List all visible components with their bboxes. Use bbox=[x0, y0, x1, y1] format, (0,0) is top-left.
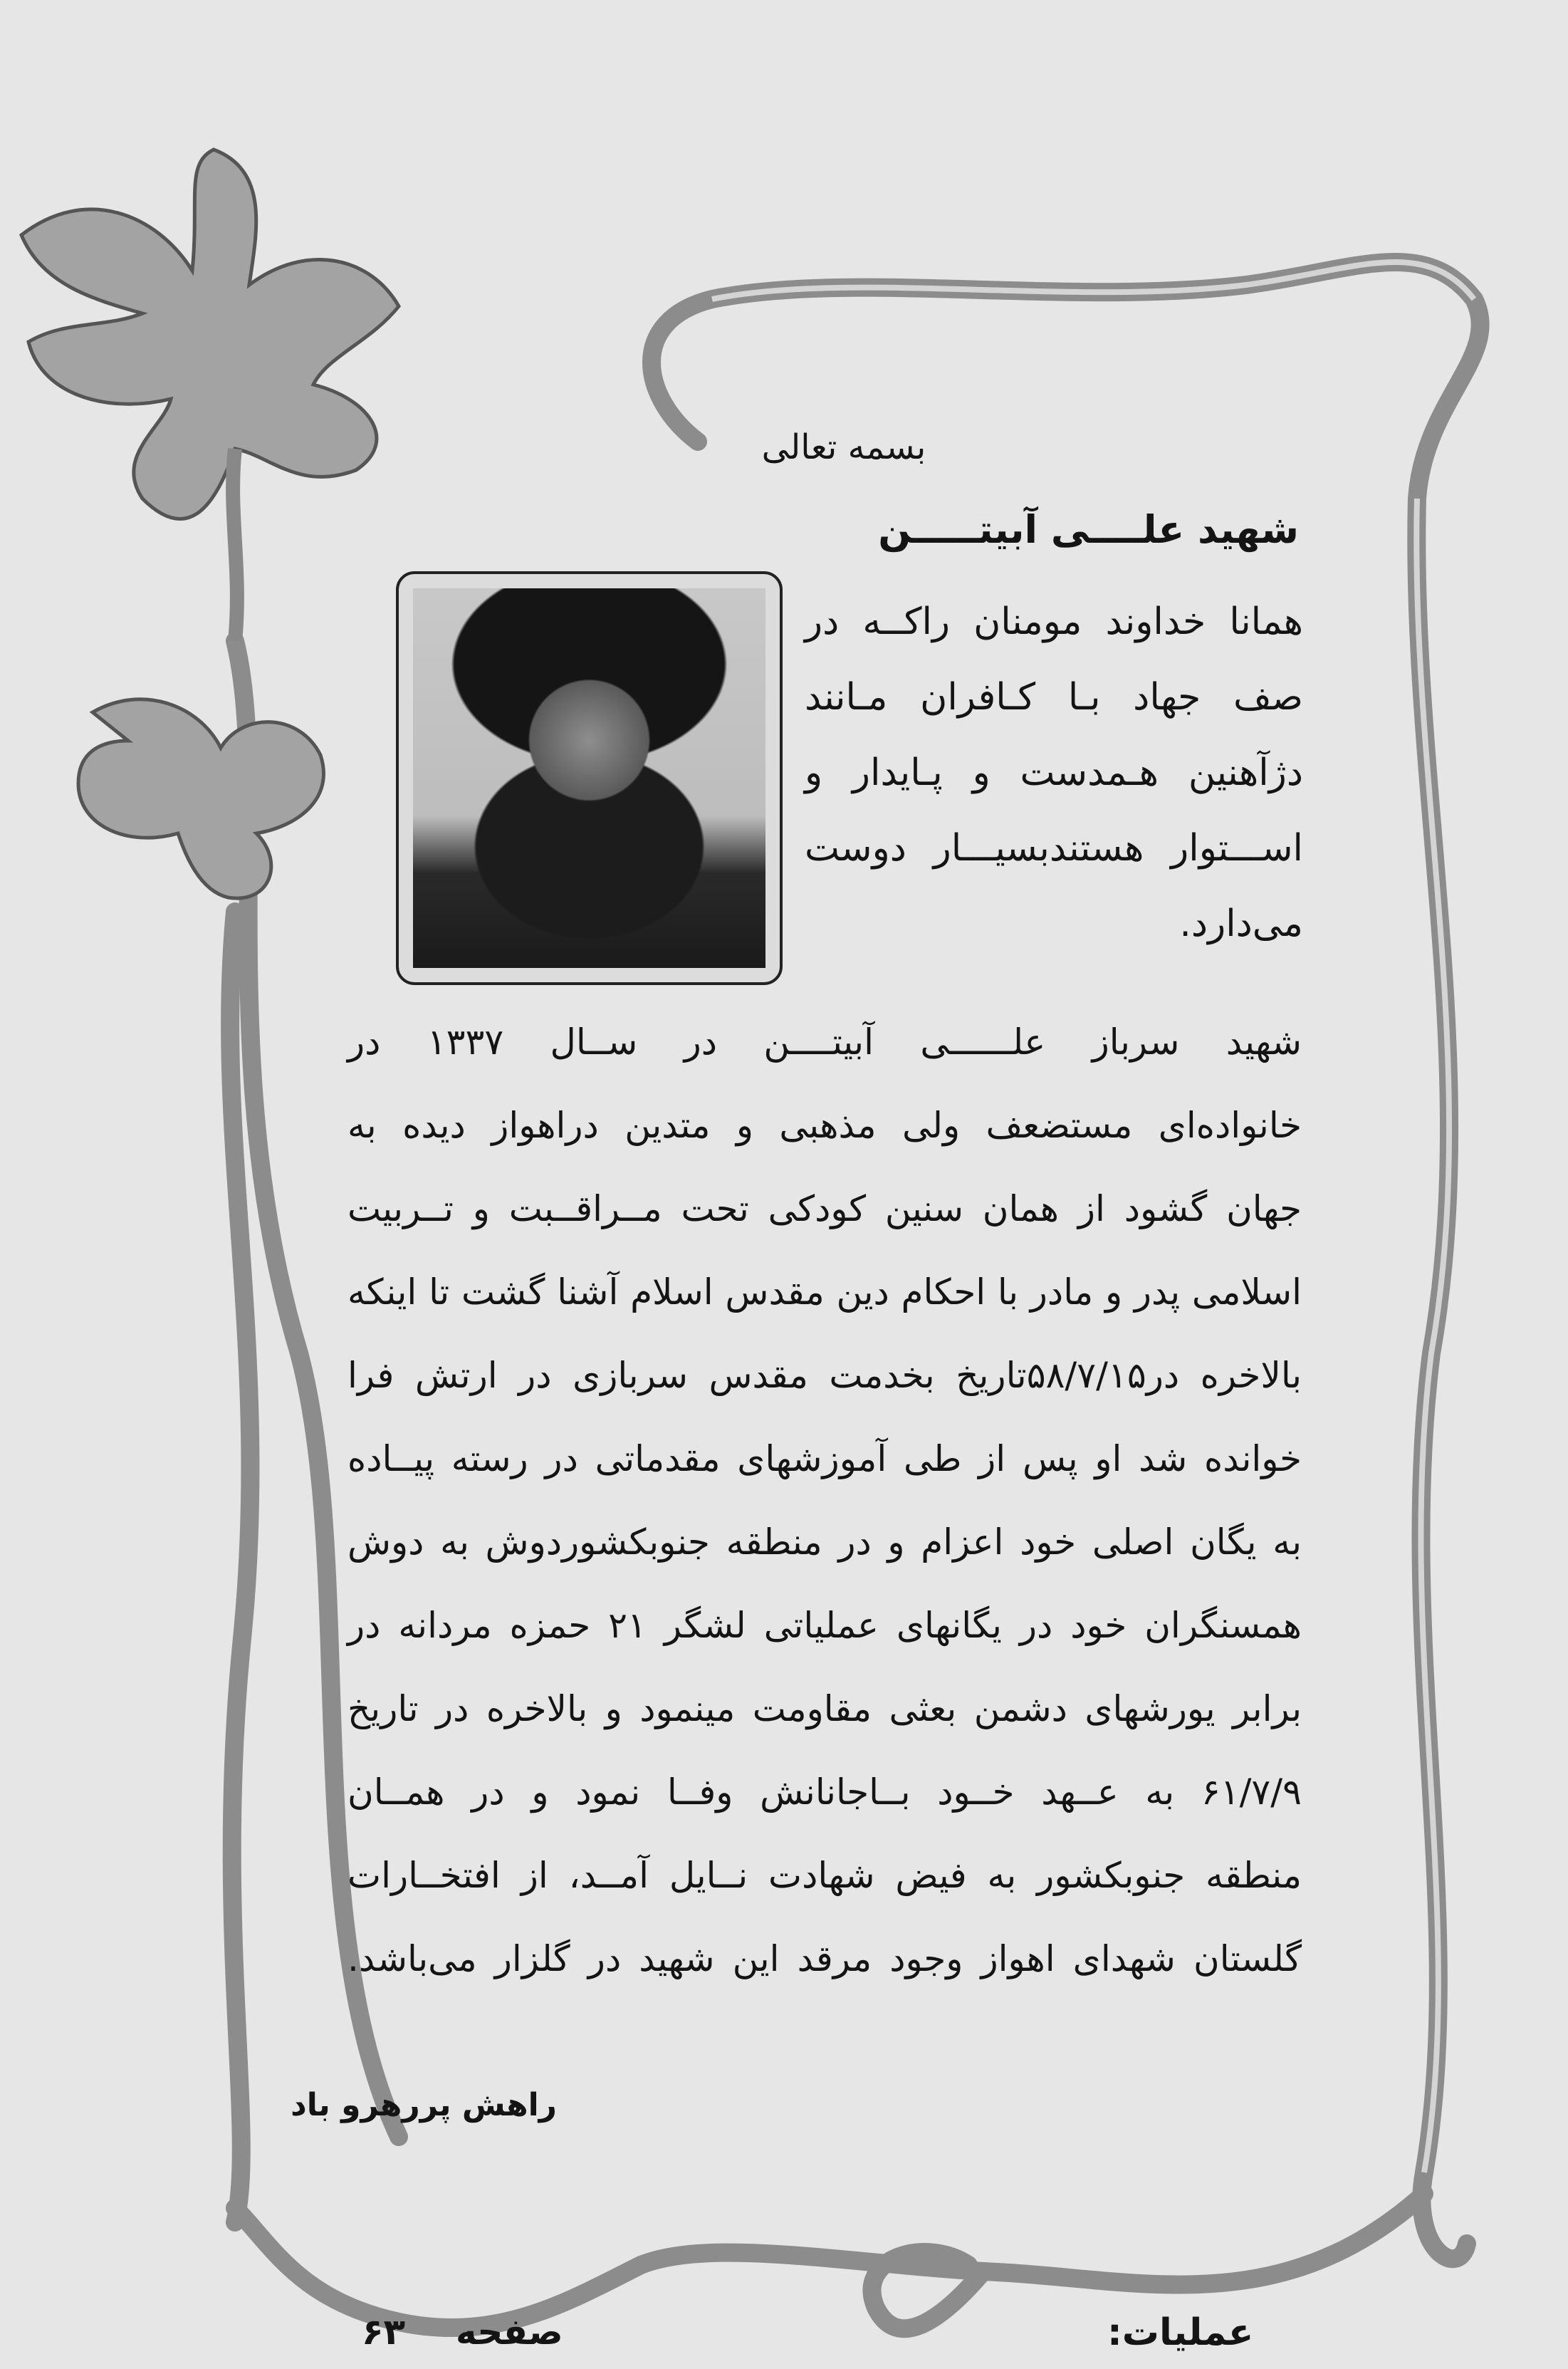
biography-paragraph bbox=[347, 1001, 1302, 2001]
closing-line: راهش پررهرو باد bbox=[291, 2087, 557, 2123]
body-line: جهان گشود از همان سنین کودکی تحت مــراقــبت و تــربیت bbox=[347, 1188, 1302, 1229]
body-line: گلستان شهدای اهواز وجود مرقد این شهید در گلزار می‌باشد. bbox=[347, 1938, 1302, 1979]
body-line: همسنگران خود در یگانهای عملیاتی لشگر ۲۱ حمزه مردانه در bbox=[347, 1605, 1302, 1646]
intro-paragraph bbox=[805, 584, 1303, 962]
portrait-photo bbox=[396, 571, 783, 985]
intro-line: می‌دارد. bbox=[1179, 902, 1303, 945]
intro-line: دژآهنین هـمدست و پـایدار و bbox=[805, 751, 1303, 794]
portrait-image bbox=[413, 588, 765, 968]
body-line: بالاخره در۵۸/۷/۱۵تاریخ بخدمت مقدس سربازی در ارتش فرا bbox=[347, 1355, 1302, 1396]
body-line: شهید سرباز علــــــی آبیتــــن در ســال ۱۳۳۷ در bbox=[347, 1021, 1302, 1063]
body-line: ۶۱/۷/۹ به عــهد خــود بــاجانانش وفــا نمود و در همــان bbox=[347, 1771, 1302, 1813]
martyr-title: شهید علــــی آبیتـــــن bbox=[878, 507, 1299, 552]
body-line: برابر یورشهای دشمن بعثی مقاومت مینمود و بالاخره در تاریخ bbox=[347, 1688, 1302, 1729]
page-label: صفحه bbox=[456, 2311, 563, 2353]
body-line: اسلامی پدر و مادر با احکام دین مقدس اسلام آشنا گشت تا اینکه bbox=[347, 1271, 1302, 1313]
basmala-heading: بسمه تعالی bbox=[761, 427, 926, 467]
body-line: به یگان اصلی خود اعزام و در منطقه جنوبکشوردوش به دوش bbox=[347, 1521, 1302, 1563]
body-line: خوانده شد او پس از طی آموزشهای مقدماتی در رسته پیــاده bbox=[347, 1438, 1302, 1479]
operations-label: عملیات: bbox=[1107, 2311, 1254, 2354]
page-number: ۶۳ bbox=[362, 2311, 406, 2353]
body-line: خانواده‌ای مستضعف ولی مذهبی و متدین دراهواز دیده به bbox=[347, 1105, 1302, 1146]
body-line: منطقه جنوبکشور به فیض شهادت نــایل آمــد، از افتخــارات bbox=[347, 1855, 1302, 1896]
intro-line: همانا خداوند مومنان راکــه در bbox=[805, 600, 1303, 643]
intro-line: اســـتوار هستندبسیـــار دوست bbox=[805, 827, 1303, 870]
intro-line: صف جهاد بـا کـافران مـانند bbox=[805, 676, 1303, 719]
flower-illustration bbox=[21, 150, 399, 898]
